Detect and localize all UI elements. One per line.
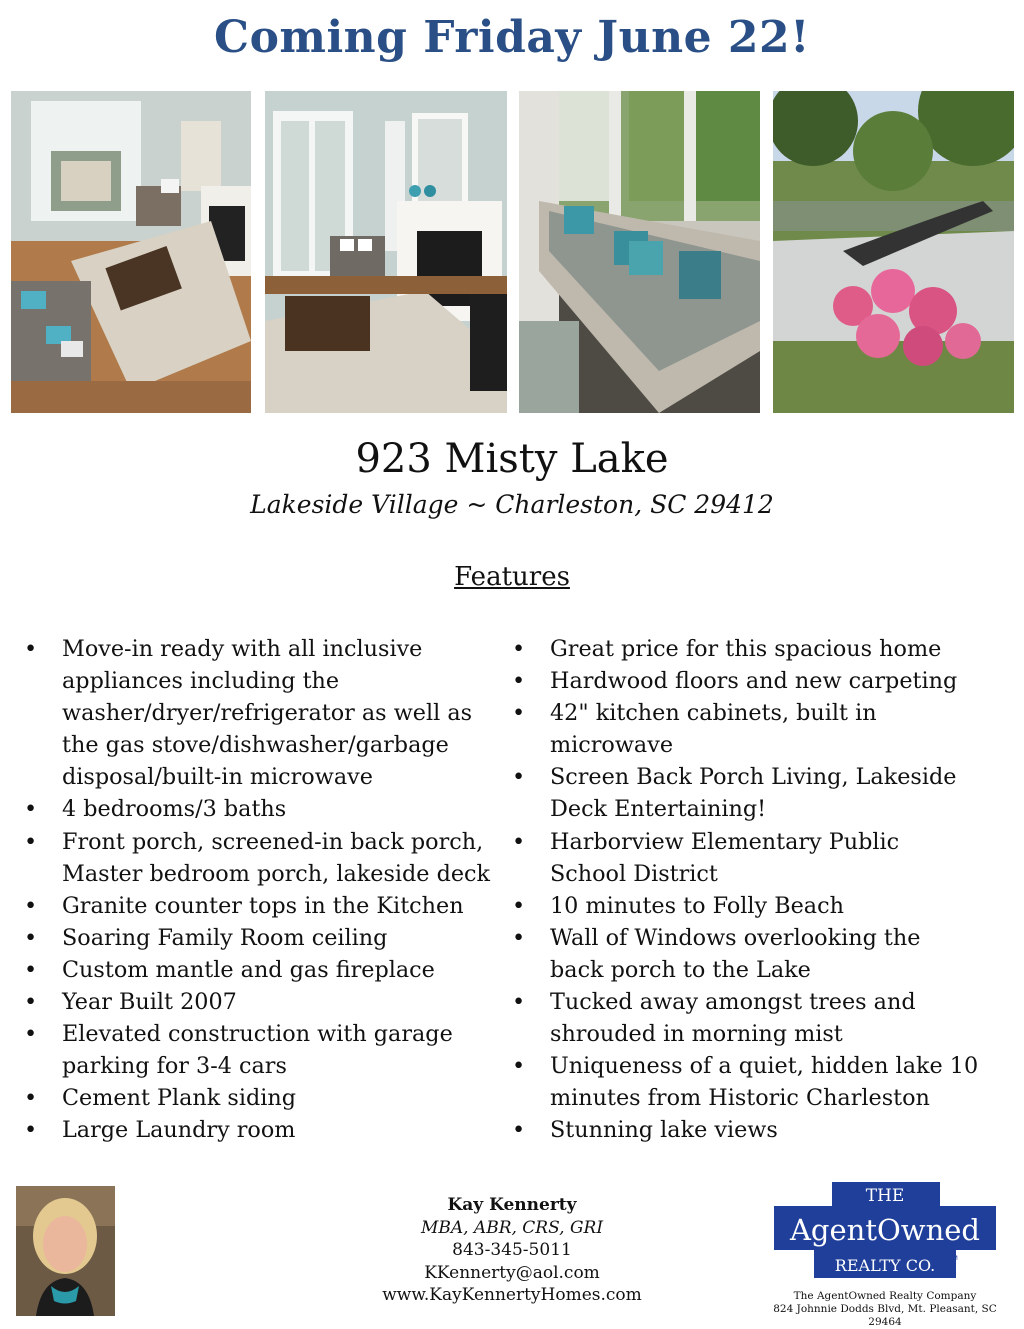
feature-line: Year Built 2007	[62, 989, 237, 1016]
feature-item	[24, 1114, 510, 1146]
feature-item	[24, 1018, 510, 1082]
bullet: •	[24, 828, 38, 855]
feature-item	[512, 761, 1012, 825]
photo-strip	[11, 91, 1014, 413]
feature-line: Tucked away amongst trees and	[550, 989, 916, 1016]
bullet: •	[24, 1117, 38, 1144]
feature-line: microwave	[550, 732, 674, 759]
feature-line: Master bedroom porch, lakeside deck	[62, 860, 491, 887]
bullet: •	[24, 892, 38, 919]
agentowned-realty-logo	[774, 1182, 996, 1280]
feature-line: Stunning lake views	[550, 1117, 778, 1144]
bullet: •	[24, 989, 38, 1016]
bullet: •	[24, 924, 38, 951]
feature-line: Elevated construction with garage	[62, 1021, 453, 1048]
feature-line: School District	[550, 860, 718, 887]
feature-item	[24, 826, 510, 890]
feature-item	[24, 922, 510, 954]
feature-item	[24, 954, 510, 986]
bullet: •	[512, 828, 526, 855]
feature-item	[24, 793, 510, 825]
feature-item	[24, 890, 510, 922]
feature-line: disposal/built-in microwave	[62, 764, 373, 791]
feature-item	[512, 697, 1012, 761]
company-info	[756, 1290, 1014, 1329]
feature-item	[512, 826, 1012, 890]
feature-line: 42" kitchen cabinets, built in	[550, 700, 877, 727]
logo-tm: TM	[949, 1255, 958, 1262]
lakeside-deck-photo	[773, 91, 1014, 413]
screened-porch-photo	[519, 91, 760, 413]
logo-line-3: REALTY CO.	[834, 1256, 936, 1275]
bullet: •	[512, 892, 526, 919]
feature-line: Hardwood floors and new carpeting	[550, 668, 958, 695]
agent-email[interactable]: KKennerty@aol.com	[424, 1262, 600, 1283]
feature-line: minutes from Historic Charleston	[550, 1085, 930, 1112]
company-name: The AgentOwned Realty Company	[793, 1290, 977, 1302]
bullet: •	[512, 700, 526, 727]
bullet: •	[24, 956, 38, 983]
feature-item	[512, 1050, 1012, 1114]
feature-line: Large Laundry room	[62, 1117, 296, 1144]
bullet: •	[512, 1053, 526, 1080]
logo-line-1: THE	[865, 1186, 905, 1206]
bullet: •	[512, 1117, 526, 1144]
property-address: 923 Misty Lake	[355, 436, 669, 482]
property-location: Lakeside Village ~ Charleston, SC 29412	[250, 490, 774, 519]
feature-line: Cement Plank siding	[62, 1085, 296, 1112]
feature-line: Front porch, screened-in back porch,	[62, 828, 484, 855]
feature-item	[512, 890, 1012, 922]
feature-line: back porch to the Lake	[550, 956, 811, 983]
bullet: •	[512, 764, 526, 791]
features-list-left	[24, 633, 510, 1147]
bullet: •	[512, 924, 526, 951]
feature-line: 4 bedrooms/3 baths	[62, 796, 287, 823]
feature-item	[512, 922, 1012, 986]
feature-item	[24, 633, 510, 793]
feature-item	[512, 1114, 1012, 1146]
bullet: •	[24, 1021, 38, 1048]
agent-contact	[362, 1194, 662, 1307]
feature-line: Granite counter tops in the Kitchen	[62, 892, 464, 919]
feature-line: parking for 3-4 cars	[62, 1053, 287, 1080]
company-address: 824 Johnnie Dodds Blvd, Mt. Pleasant, SC 29464	[773, 1303, 997, 1328]
agent-headshot-photo	[16, 1186, 115, 1316]
feature-item	[512, 665, 1012, 697]
agent-name: Kay Kennerty	[447, 1195, 577, 1215]
living-room-overhead-photo	[11, 91, 251, 413]
bullet: •	[24, 796, 38, 823]
features-list-right	[512, 633, 1012, 1147]
bullet: •	[512, 989, 526, 1016]
feature-line: Deck Entertaining!	[550, 796, 767, 823]
bullet: •	[512, 668, 526, 695]
agent-website[interactable]: www.KayKennertyHomes.com	[382, 1285, 642, 1305]
feature-line: washer/dryer/refrigerator as well as	[62, 700, 473, 727]
bullet: •	[24, 636, 38, 662]
feature-item	[24, 986, 510, 1018]
feature-line: Custom mantle and gas fireplace	[62, 956, 435, 983]
feature-line: Soaring Family Room ceiling	[62, 924, 388, 951]
feature-line: the gas stove/dishwasher/garbage	[62, 732, 449, 759]
headline: Coming Friday June 22!	[214, 12, 810, 63]
feature-line: shrouded in morning mist	[550, 1021, 843, 1048]
bullet: •	[24, 1085, 38, 1112]
fireplace-living-room-photo	[265, 91, 507, 413]
feature-line: Wall of Windows overlooking the	[550, 924, 921, 951]
feature-item	[512, 633, 1012, 665]
feature-line: Harborview Elementary Public	[550, 828, 900, 855]
logo-line-2: AgentOwned	[789, 1213, 981, 1247]
feature-line: appliances including the	[62, 668, 340, 695]
feature-line: Great price for this spacious home	[550, 636, 942, 662]
feature-line: Uniqueness of a quiet, hidden lake 10	[550, 1053, 979, 1080]
features-heading: Features	[454, 562, 570, 592]
agent-credentials: MBA, ABR, CRS, GRI	[420, 1217, 604, 1238]
feature-line: Screen Back Porch Living, Lakeside	[550, 764, 957, 791]
feature-line: 10 minutes to Folly Beach	[550, 892, 844, 919]
feature-line: Move-in ready with all inclusive	[62, 636, 423, 662]
feature-item	[24, 1082, 510, 1114]
agent-phone[interactable]: 843-345-5011	[452, 1240, 572, 1260]
bullet: •	[512, 636, 526, 662]
feature-item	[512, 986, 1012, 1050]
